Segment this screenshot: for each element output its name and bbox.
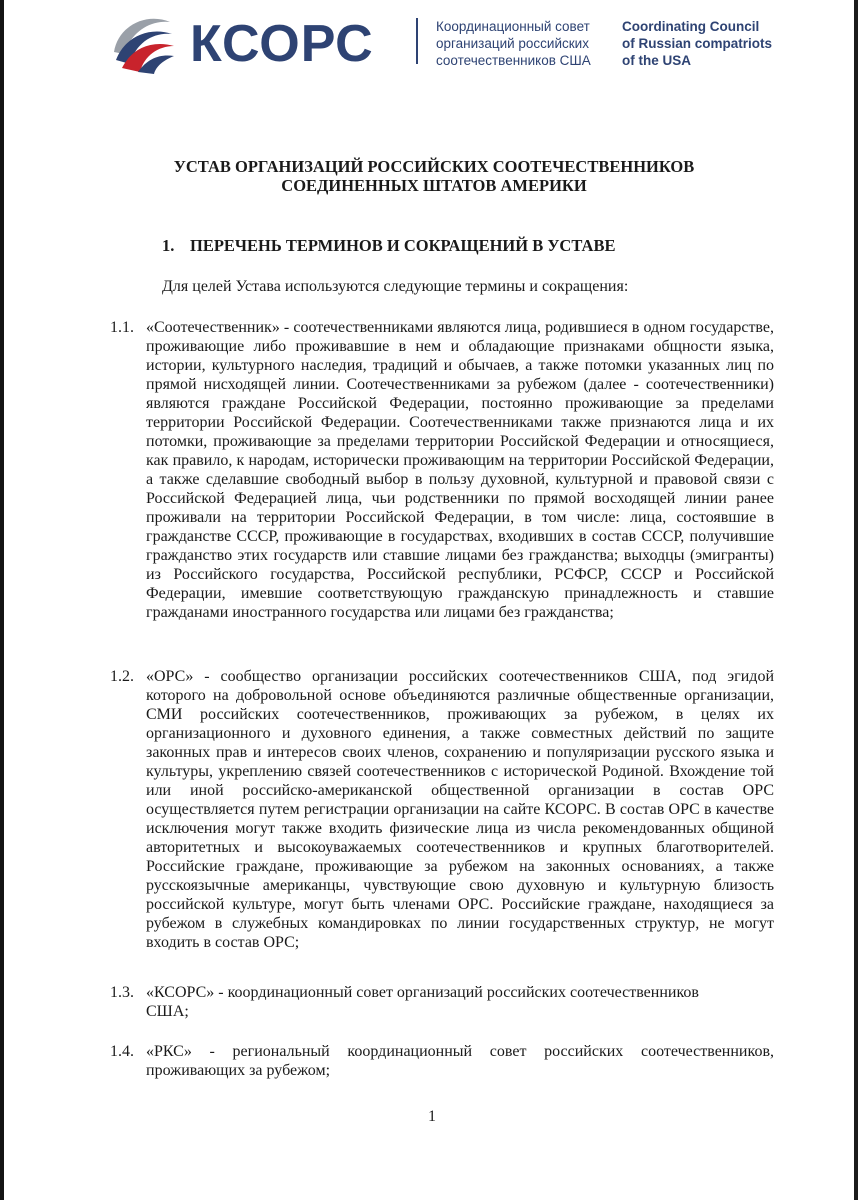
item-text: «РКС» - региональный координационный совет российских соотечественников, проживающих за рубежом;	[146, 1043, 774, 1079]
section-heading	[162, 236, 615, 256]
kcopc-logo-icon	[108, 8, 178, 78]
document-title	[104, 157, 764, 195]
item-number: 1.1.	[110, 319, 134, 336]
subtitle-ru-line: организаций российских	[436, 36, 589, 51]
item-text: «Соотечественник» - соотечественниками являются лица, родившиеся в одном государстве, проживающие либо проживавшие в нем и обладающие признаками общности языка, истории, культурного наследия, традиций и обычаев, а также потомки указанных лиц по прямой нисходящей линии. Соотечественниками за рубежом (далее - соотечественники) являются граждане Российской Федерации, постоянно проживающие за пределами территории Российской Федерации. Соотечественниками также признаются лица и их потомки, проживающие за пределами территории Российской Федерации и относящиеся, как правило, к народам, исторически проживающим на территории Российской Федерации, а также сделавшие свободный выбор в пользу духовной, культурной и правовой связи с Российской Федерацией лица, чьи родственники по прямой восходящей линии ранее проживали на территории Российской Федерации, в том числе: лица, состоявшие в гражданстве СССР, проживающие в государствах, входивших в состав СССР, получившие гражданство этих государств или ставшие лицами без гражданства; выходцы (эмигранты) из Российского государства, Российской республики, РСФСР, СССР и Российской Федерации, имевшие соответствующую гражданскую принадлежность и ставшие гражданами иностранного государства или лицами без гражданства;	[146, 319, 774, 621]
brand-name: КСОРС	[190, 15, 374, 73]
item-text: «ОРС» - сообщество организации российских соотечественников США, под эгидой которого на добровольной основе объединяются различные общественные организации, СМИ российских соотечественников, проживающих за рубежом, в целях их организационного и духовного единения, а также совместных действий по защите законных прав и интересов своих членов, сохранению и популяризации русского языка и культуры, укреплению связей соотечественников с исторической Родиной. Вхождение той или иной российско-американской общественной организации в состав ОРС осуществляется путем регистрации организации на сайте КСОРС. В состав ОРС в качестве исключения могут также входить физические лица из числа рекомендованных общиной авторитетных и высокоуважаемых соотечественников и крупных благотворителей. Российские граждане, проживающие за рубежом на законных основаниях, а также русскоязычные американцы, чувствующие свою духовную и культурную близость российской культуре, могут быть членами ОРС. Российские граждане, находящиеся за рубежом в служебных командировках по линии государственных структур, не могут входить в состав ОРС;	[146, 668, 774, 951]
definition-item	[110, 1042, 774, 1080]
definition-item	[110, 318, 774, 622]
subtitle-ru-line: соотечественников США	[436, 53, 591, 68]
document-page	[4, 0, 854, 1200]
page-edge-shadow	[854, 0, 858, 1200]
page-number: 1	[428, 1108, 436, 1125]
section-number: 1.	[162, 236, 175, 255]
item-number: 1.2.	[110, 668, 134, 685]
definition-item	[110, 667, 774, 952]
header-divider	[416, 18, 418, 64]
item-text	[146, 983, 774, 1021]
subtitle-en-line: of the USA	[622, 53, 691, 68]
item-text-line: «КСОРС» - координационный совет организаций российских соотечественников	[146, 984, 699, 1001]
subtitle-en-line: of Russian compatriots	[622, 36, 773, 51]
section-title: ПЕРЕЧЕНЬ ТЕРМИНОВ И СОКРАЩЕНИЙ В УСТАВЕ	[190, 236, 616, 255]
subtitle-en-line: Coordinating Council	[622, 19, 760, 34]
document-title-line: УСТАВ ОРГАНИЗАЦИЙ РОССИЙСКИХ СООТЕЧЕСТВЕННИКОВ	[173, 157, 695, 176]
item-number: 1.3.	[110, 984, 134, 1001]
item-number: 1.4.	[110, 1043, 134, 1060]
subtitle-ru	[436, 18, 611, 69]
subtitle-ru-line: Координационный совет	[436, 19, 590, 34]
item-text-line: США;	[146, 1003, 189, 1020]
subtitle-en	[622, 18, 792, 69]
document-title-line: СОЕДИНЕННЫХ ШТАТОВ АМЕРИКИ	[281, 176, 587, 195]
intro-paragraph: Для целей Устава используются следующие термины и сокращения:	[162, 278, 629, 295]
definition-item	[110, 983, 774, 1021]
